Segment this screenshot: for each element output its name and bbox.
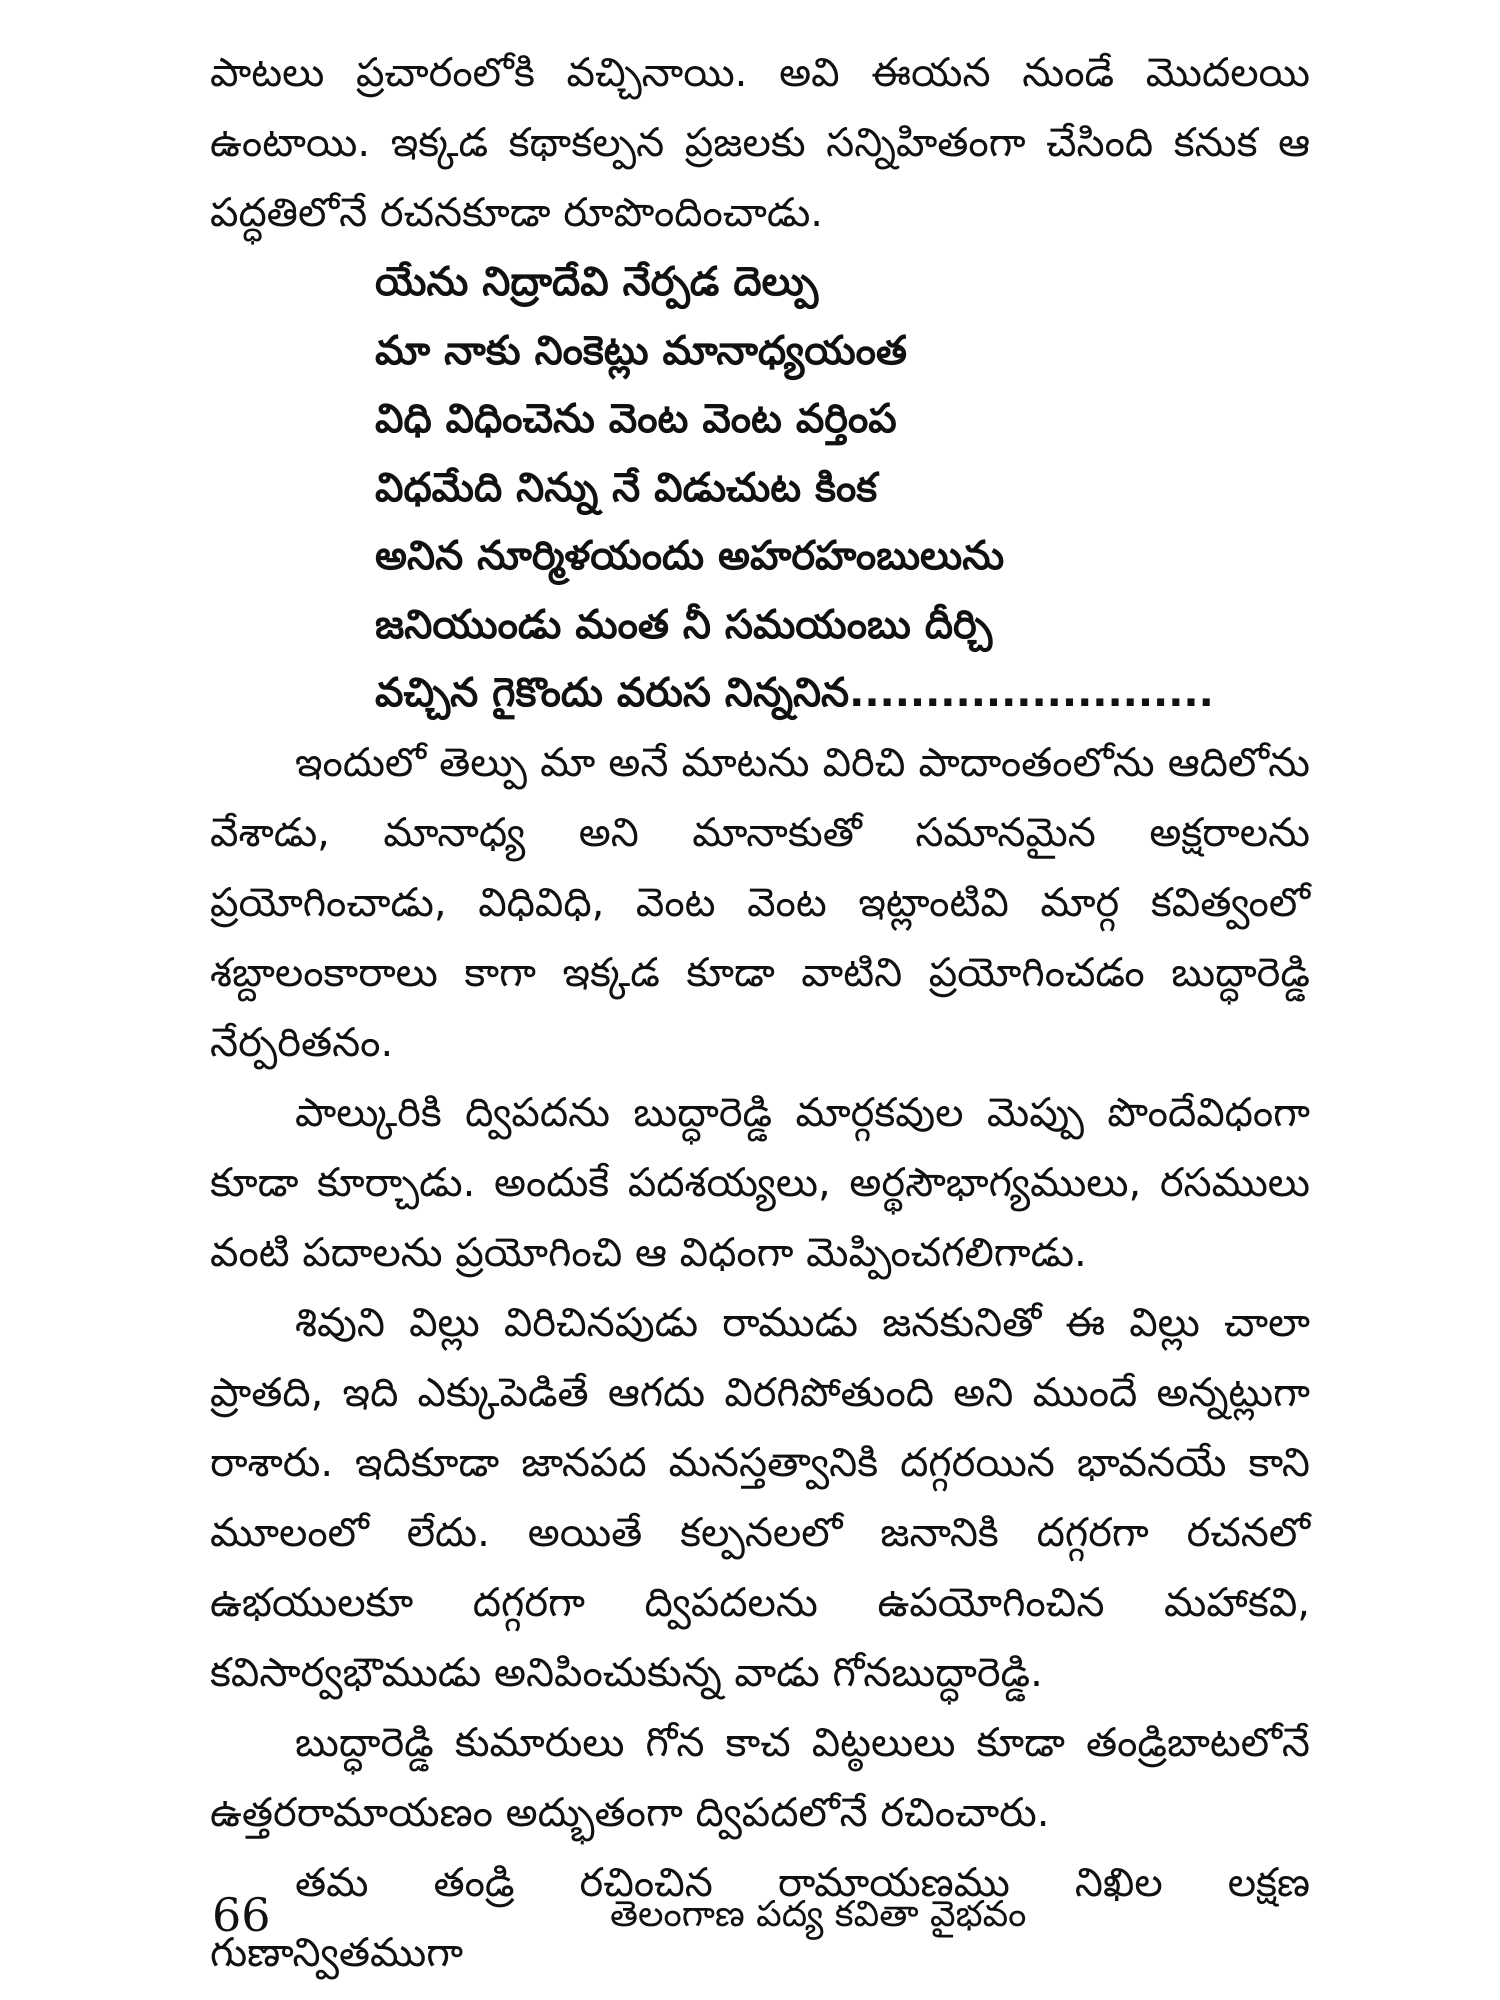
paragraph-continued: పాటలు ప్రచారంలోకి వచ్చినాయి. అవి ఈయన నుండే మొదలయి ఉంటాయి. ఇక్కడ కథాకల్పన ప్రజలకు సన్నిహితంగా చేసింది కనుక ఆ పద్ధతిలోనే రచనకూడా రూపొందించాడు. xyxy=(210,50,1310,236)
page-body xyxy=(210,38,1310,1988)
page-footer xyxy=(0,1880,1500,1950)
running-title: తెలంగాణ పద్య కవితా వైభవం xyxy=(610,1894,1027,1935)
page-number: 66 xyxy=(212,1888,271,1942)
verse-line: యేను నిద్రాదేవి నేర్పడ దెల్పు xyxy=(375,259,819,305)
verse-line: అనిన నూర్మిళయందు అహరహంబులును xyxy=(375,533,1005,579)
verse-line: వచ్చిన గైకొందు వరుస నిన్ననిన........................ xyxy=(375,670,1214,716)
verse-line: విధమేది నిన్ను నే విడుచుట కింక xyxy=(375,464,878,511)
verse-line: విధి విధించెను వెంట వెంట వర్తింప xyxy=(375,396,897,442)
paragraph: బుద్ధారెడ్డి కుమారులు గోన కాచ విట్ఠలులు కూడా తండ్రిబాటలోనే ఉత్తరరామాయణం అద్భుతంగా ద్విపదలోనే రచించారు. xyxy=(210,1719,1310,1836)
paragraph: శివుని విల్లు విరిచినపుడు రాముడు జనకునితో ఈ విల్లు చాలా ప్రాతది, ఇది ఎక్కుపెడితే ఆగదు విరగిపోతుంది అని ముందే అన్నట్లుగా రాశారు. ఇదికూడా జానపద మనస్తత్వానికి దగ్గరయిన భావనయే కాని మూలంలో లేదు. అయితే కల్పనలలో జనానికి దగ్గరగా రచనలో ఉభయులకూ దగ్గరగా ద్విపదలను ఉపయోగించిన మహాకవి, కవిసార్వభౌముడు అనిపించుకున్న వాడు గోనబుద్ధారెడ్డి. xyxy=(210,1299,1310,1696)
paragraph: ఇందులో తెల్పు మా అనే మాటను విరిచి పాదాంతంలోను ఆదిలోను వేశాడు, మానాధ్య అని మానాకుతో సమానమైన అక్షరాలను ప్రయోగించాడు, విధివిధి, వెంట వెంట ఇట్లాంటివి మార్గ కవిత్వంలో శబ్దాలంకారాలు కాగా ఇక్కడ కూడా వాటిని ప్రయోగించడం బుద్ధారెడ్డి నేర్పరితనం. xyxy=(210,739,1310,1066)
paragraph: పాల్కురికి ద్విపదను బుద్ధారెడ్డి మార్గకవుల మెప్పు పొందేవిధంగా కూడా కూర్చాడు. అందుకే పదశయ్యలు, అర్థసౌభాగ్యములు, రసములు వంటి పదాలను ప్రయోగించి ఆ విధంగా మెప్పించగలిగాడు. xyxy=(210,1089,1310,1276)
verse-line: మా నాకు నింకెట్లు మానాధ్యయంత xyxy=(375,327,908,374)
dvipada-verse xyxy=(210,248,1310,728)
paragraph: తమ తండ్రి రచించిన రామాయణము నిఖిల లక్షణ గుణాన్వితముగా xyxy=(210,1859,1310,1976)
verse-line: జనియుండు మంత నీ సమయంబు దీర్చి xyxy=(375,601,993,648)
